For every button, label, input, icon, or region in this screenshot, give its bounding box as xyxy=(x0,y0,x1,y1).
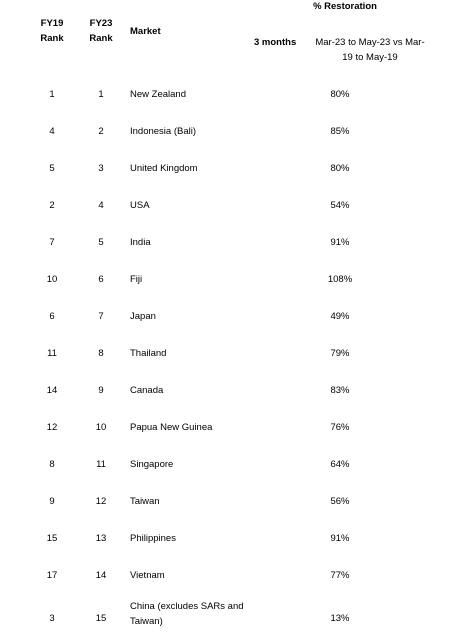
market-cell: United Kingdom xyxy=(130,163,198,174)
fy19-rank-cell: 10 xyxy=(46,274,58,285)
header-fy19-line1: FY19 xyxy=(40,18,64,29)
fy19-rank-cell: 7 xyxy=(49,237,55,248)
fy19-rank-cell: 15 xyxy=(46,533,58,544)
fy23-rank-cell: 6 xyxy=(98,274,104,285)
restoration-pct-cell: 77% xyxy=(330,570,350,581)
market-cell: Philippines xyxy=(130,533,176,544)
restoration-pct-cell: 64% xyxy=(330,459,350,470)
restoration-pct-cell: 80% xyxy=(330,163,350,174)
market-cell: Japan xyxy=(130,311,156,322)
fy23-rank-cell: 13 xyxy=(95,533,107,544)
restoration-pct-cell: 91% xyxy=(330,533,350,544)
fy23-rank-cell: 7 xyxy=(98,311,104,322)
fy19-rank-cell: 17 xyxy=(46,570,58,581)
header-period-line1: Mar-23 to May-23 vs Mar- xyxy=(315,37,425,48)
market-cell: USA xyxy=(130,200,150,211)
fy23-rank-cell: 15 xyxy=(95,613,107,624)
market-cell: India xyxy=(130,237,151,248)
fy23-rank-cell: 9 xyxy=(98,385,104,396)
header-restoration: % Restoration xyxy=(313,1,377,12)
market-cell: Fiji xyxy=(130,274,143,285)
restoration-pct-cell: 80% xyxy=(330,89,350,100)
market-cell: China (excludes SARs and Taiwan) xyxy=(130,601,244,627)
restoration-pct-cell: 83% xyxy=(330,385,350,396)
fy19-rank-cell: 1 xyxy=(49,89,55,100)
restoration-pct-cell: 56% xyxy=(330,496,350,507)
fy19-rank-cell: 11 xyxy=(47,348,57,359)
fy23-rank-cell: 14 xyxy=(95,570,107,581)
restoration-pct-cell: 49% xyxy=(330,311,350,322)
header-fy19-line2: Rank xyxy=(40,33,64,44)
fy19-rank-cell: 6 xyxy=(49,311,55,322)
market-cell: Vietnam xyxy=(130,570,165,581)
header-fy19-rank xyxy=(30,16,74,46)
header-period-line2: 19 to May-19 xyxy=(342,52,398,63)
fy23-rank-cell: 12 xyxy=(95,496,107,507)
restoration-pct-cell: 54% xyxy=(330,200,350,211)
market-cell: Canada xyxy=(130,385,164,396)
fy19-rank-cell: 2 xyxy=(49,200,55,211)
fy19-rank-cell: 8 xyxy=(49,459,55,470)
fy23-rank-cell: 3 xyxy=(98,163,104,174)
restoration-pct-cell: 108% xyxy=(327,274,353,285)
fy23-rank-cell: 4 xyxy=(98,200,104,211)
fy19-rank-cell: 4 xyxy=(49,126,55,137)
fy19-rank-cell: 12 xyxy=(46,422,58,433)
header-period xyxy=(300,35,440,65)
fy19-rank-cell: 5 xyxy=(49,163,55,174)
header-fy23-rank xyxy=(79,16,123,46)
restoration-pct-cell: 85% xyxy=(330,126,350,137)
fy23-rank-cell: 5 xyxy=(98,237,104,248)
market-cell: Taiwan xyxy=(130,496,160,507)
fy23-rank-cell: 11 xyxy=(96,459,106,470)
header-three-months: 3 months xyxy=(254,37,297,48)
fy23-rank-cell: 1 xyxy=(98,89,104,100)
header-fy23-line1: FY23 xyxy=(89,18,113,29)
restoration-pct-cell: 79% xyxy=(330,348,350,359)
header-fy23-line2: Rank xyxy=(89,33,113,44)
market-cell: Thailand xyxy=(130,348,167,359)
fy23-rank-cell: 8 xyxy=(98,348,104,359)
market-cell: Singapore xyxy=(130,459,174,470)
fy19-rank-cell: 9 xyxy=(49,496,55,507)
restoration-pct-cell: 13% xyxy=(330,613,350,624)
fy19-rank-cell: 14 xyxy=(46,385,58,396)
restoration-pct-cell: 91% xyxy=(330,237,350,248)
fy23-rank-cell: 2 xyxy=(98,126,104,137)
fy19-rank-cell: 3 xyxy=(49,613,55,624)
fy23-rank-cell: 10 xyxy=(95,422,107,433)
restoration-pct-cell: 76% xyxy=(330,422,350,433)
header-market: Market xyxy=(130,26,161,37)
market-cell: Indonesia (Bali) xyxy=(130,126,197,137)
market-cell: Papua New Guinea xyxy=(130,422,213,433)
market-cell: New Zealand xyxy=(130,89,186,100)
